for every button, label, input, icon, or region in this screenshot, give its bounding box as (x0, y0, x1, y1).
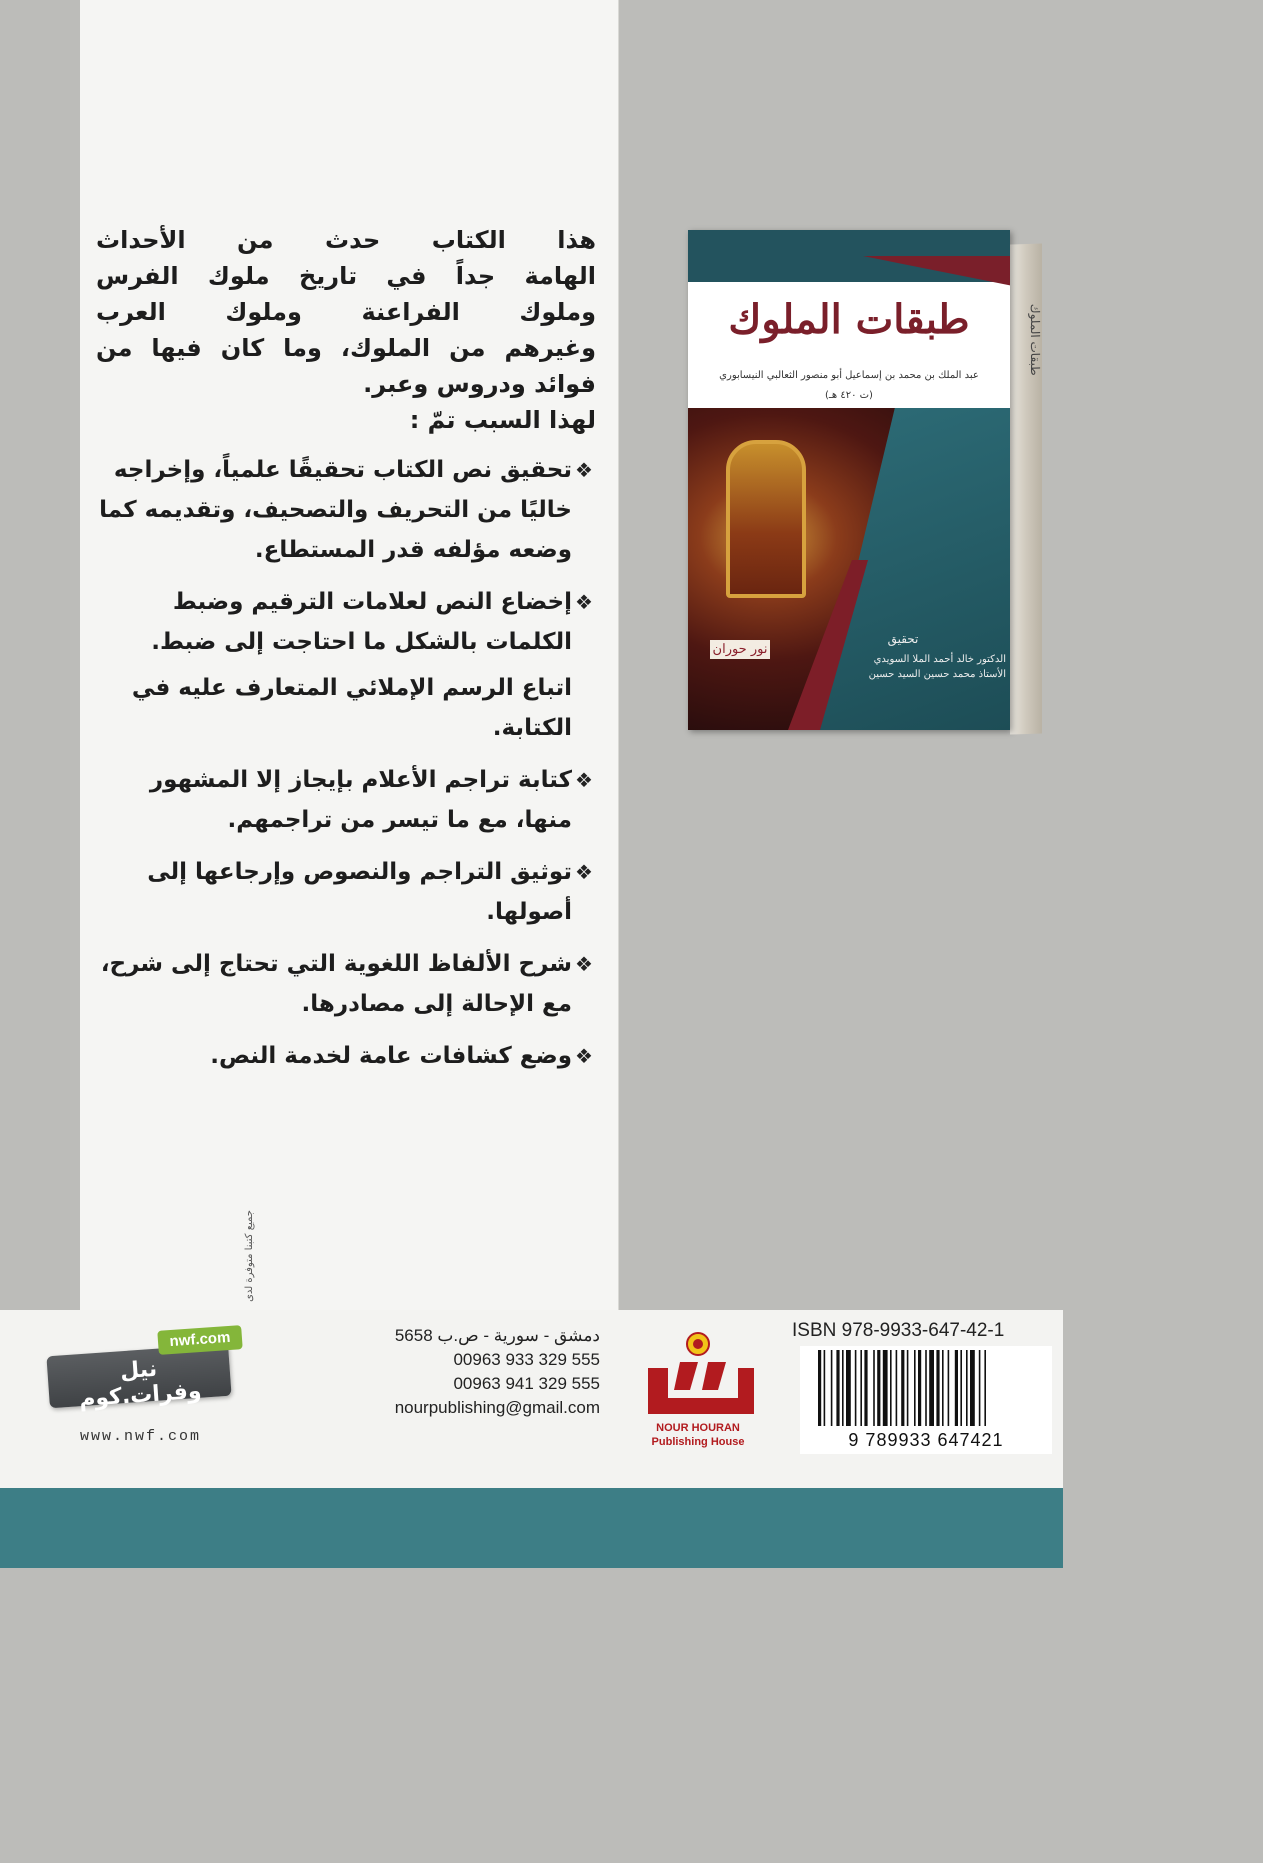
diamond-bullet-icon: ❖ (575, 458, 593, 482)
barcode-bar (846, 1350, 851, 1426)
bullet-text: كتابة تراجم الأعلام بإيجاز إلا المشهور منها، مع ما تيسر من تراجمهم. (149, 767, 572, 833)
teal-strip (0, 1488, 1063, 1568)
nwf-tag (46, 1344, 231, 1413)
list-item (96, 1036, 596, 1076)
list-item (96, 852, 596, 932)
barcode-bar (960, 1350, 962, 1426)
barcode-bar (955, 1350, 958, 1426)
cover-author: عبد الملك بن محمد بن إسماعيل أبو منصور الثعالبي النيسابوري (719, 370, 979, 381)
barcode-bar (842, 1350, 844, 1426)
barcode-bar (860, 1350, 862, 1426)
diamond-bullet-icon: ❖ (575, 1044, 593, 1068)
diamond-bullet-icon: ❖ (575, 590, 593, 614)
intro-line-3: وملوك الفراعنة وملوك العرب (96, 298, 596, 326)
contact-phone-1: 00963 933 329 555 (453, 1350, 600, 1369)
intro-line-4: وغيرهم من الملوك، وما كان فيها من (96, 334, 596, 362)
book-spine (1010, 243, 1042, 734)
intro-lead: لهذا السبب تمّ : (409, 406, 596, 434)
cover-editor-label: تحقيق (887, 632, 919, 646)
list-item (96, 450, 596, 570)
cover-editor-2: الأستاذ محمد حسين السيد حسين (868, 669, 1006, 680)
barcode-bar (948, 1350, 950, 1426)
list-item (96, 582, 596, 662)
barcode-bar (836, 1350, 839, 1426)
contact-phone-2: 00963 941 329 555 (453, 1374, 600, 1393)
cover-editor-1: الدكتور خالد أحمد الملا السويدي (873, 654, 1006, 665)
barcode-bar (936, 1350, 939, 1426)
cover-red-accent (863, 256, 1010, 286)
nwf-name: نيل وفرات.كوم (78, 1356, 203, 1413)
publisher-name-en: NOUR HOURAN (656, 1422, 740, 1434)
spine-title: طبقات الملوك (1028, 303, 1042, 376)
bullet-text: شرح الألفاظ اللغوية التي تحتاج إلى شرح، مع الإحالة إلى مصادرها. (100, 951, 572, 1017)
publisher-name-en-2: Publishing House (651, 1436, 745, 1448)
barcode-bar (824, 1350, 826, 1426)
bullet-list-2 (96, 760, 596, 1076)
barcode-bar (831, 1350, 833, 1426)
intro-line-5: فوائد ودروس وعبر. (363, 370, 596, 398)
intro-line-1: هذا الكتاب حدث من الأحداث (96, 226, 596, 254)
contact-address: دمشق - سورية - ص.ب 5658 (394, 1326, 600, 1345)
publisher-mark-icon (628, 1328, 768, 1424)
barcode-bar (818, 1350, 821, 1426)
barcode-bar (970, 1350, 975, 1426)
description-text (96, 222, 596, 1076)
barcode-number: 9 789933 647421 (848, 1430, 1004, 1450)
diamond-bullet-icon: ❖ (575, 860, 593, 884)
publisher-logo (628, 1328, 768, 1468)
barcode-bar (896, 1350, 898, 1426)
barcode-bar (855, 1350, 857, 1426)
barcode-bar (929, 1350, 934, 1426)
barcode-bars-icon (814, 1350, 1038, 1430)
bullet-text: إخضاع النص لعلامات الترقيم وضبط الكلمات بالشكل ما احتاجت إلى ضبط. (151, 589, 572, 655)
bullet-list (96, 450, 596, 662)
bullet-text: توثيق التراجم والنصوص وإرجاعها إلى أصولها. (147, 859, 572, 925)
barcode-bar (914, 1350, 916, 1426)
cover-title: طبقات الملوك (728, 296, 970, 343)
diamond-bullet-icon: ❖ (575, 768, 593, 792)
nwf-badge (40, 1210, 300, 1468)
nwf-website: www.nwf.com (80, 1428, 202, 1445)
intro-line-2: الهامة جداً في تاريخ ملوك الفرس (96, 262, 596, 290)
contact-email: nourpublishing@gmail.com (394, 1398, 600, 1417)
list-item (96, 760, 596, 840)
barcode-bar (873, 1350, 875, 1426)
barcode-bar (883, 1350, 888, 1426)
barcode (800, 1346, 1052, 1454)
nwf-url-pill: nwf.com (157, 1325, 242, 1355)
list-item (96, 944, 596, 1024)
contact-info (300, 1324, 600, 1420)
book-front (688, 230, 1010, 730)
nwf-caption: جميع كتبنا متوفرة لدى (244, 1210, 255, 1302)
cover-date: (ت ٤٢٠ هـ) (825, 390, 873, 401)
barcode-bar (966, 1350, 968, 1426)
throne-icon (726, 440, 806, 598)
plain-list-item: اتباع الرسم الإملائي المتعارف عليه في الكتابة. (131, 675, 572, 741)
barcode-bar (942, 1350, 944, 1426)
bullet-text: وضع كشافات عامة لخدمة النص. (210, 1043, 572, 1069)
bullet-text: تحقيق نص الكتاب تحقيقًا علمياً، وإخراجه خاليًا من التحريف والتصحيف، وتقديمه كما وضعه مؤلفه قدر المستطاع. (99, 457, 572, 563)
cover-publisher-logo: نور حوران (710, 640, 770, 659)
barcode-bar (901, 1350, 904, 1426)
barcode-bar (907, 1350, 909, 1426)
barcode-bar (877, 1350, 880, 1426)
barcode-bar (918, 1350, 921, 1426)
isbn-text: ISBN 978-9933-647-42-1 (792, 1320, 1005, 1341)
book-cover-image (688, 230, 1042, 740)
diamond-bullet-icon: ❖ (575, 952, 593, 976)
barcode-bar (979, 1350, 981, 1426)
barcode-bar (925, 1350, 927, 1426)
barcode-bar (864, 1350, 867, 1426)
cover-editors (828, 652, 1006, 682)
barcode-bar (890, 1350, 892, 1426)
barcode-bar (984, 1350, 986, 1426)
